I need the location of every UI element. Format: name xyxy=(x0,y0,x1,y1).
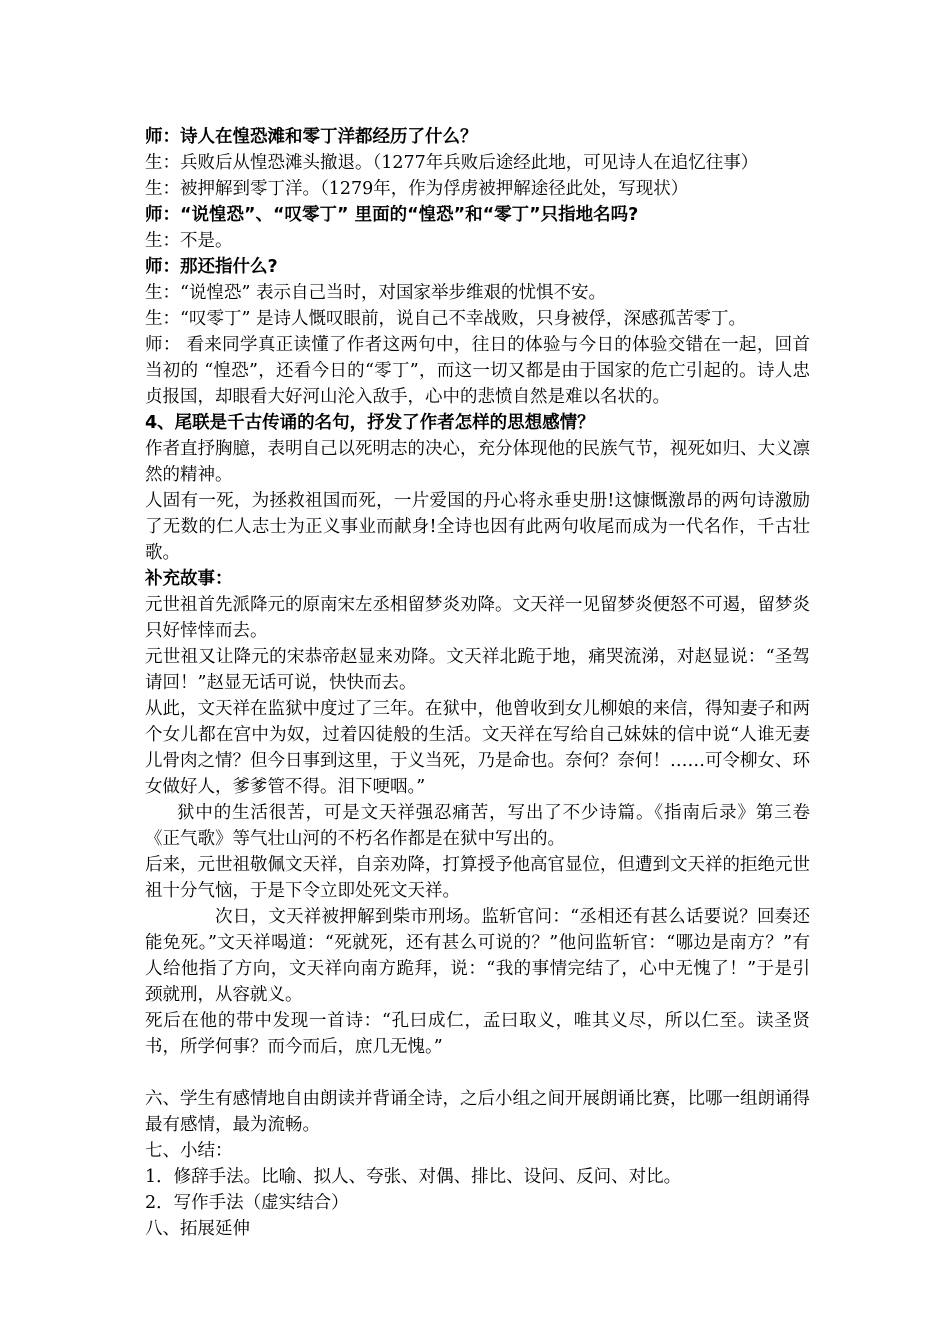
teacher-question-3: 师：那还指什么? xyxy=(145,257,278,277)
story-paragraph-3: 从此，文天祥在监狱中度过了三年。在狱中，他曾收到女儿柳娘的来信，得知妻子和两个女儿都在宫中为奴，过着囚徒般的生活。文天祥在写给自己妹妹的信中说“人谁无妻儿骨肉之情？但今日事到这里，于义当死，乃是命也。奈何？奈何！……可令柳女、环女做好人，爹爹管不得。泪下哽咽。” xyxy=(145,699,810,797)
blank-line xyxy=(145,1060,810,1086)
teacher-question-2: 师：“说惶恐”、“叹零丁” 里面的“惶恐”和“零丁”只指地名吗? xyxy=(145,205,639,225)
summary-item-2: 2．写作手法（虚实结合） xyxy=(145,1193,349,1213)
section-seven-heading: 七、小结： xyxy=(145,1141,233,1161)
story-paragraph-4: 狱中的生活很苦，可是文天祥强忍痛苦，写出了不少诗篇。《指南后录》第三卷《正气歌》等气壮山河的不朽名作都是在狱中写出的。 xyxy=(145,803,810,849)
story-paragraph-6: 次日，文天祥被押解到柴市刑场。监斩官问：“丞相还有甚么话要说？回奏还能免死。”文天祥喝道：“死就死，还有甚么可说的？”他问监斩官：“哪边是南方？”有人给他指了方向，文天祥向南方跪拜，说：“我的事情完结了，心中无愧了！”于是引颈就刑，从容就义。 xyxy=(145,907,810,1005)
student-answer-3: 生：不是。 xyxy=(145,231,233,251)
teacher-comment: 师： 看来同学真正读懂了作者这两句中，往日的体验与今日的体验交错在一起，回首当初的 “惶恐”，还看今日的“零丁”，而这一切又都是由于国家的危亡引起的。诗人忠贞报国，却眼看大好河山沦入敌手，心中的悲愤自然是难以名状的。 xyxy=(145,335,810,407)
story-paragraph-2: 元世祖又让降元的宋恭帝赵显来劝降。文天祥北跪于地，痛哭流涕，对赵显说：“圣驾请回！”赵显无话可说，快快而去。 xyxy=(145,647,810,693)
section-six: 六、学生有感情地自由朗读并背诵全诗，之后小组之间开展朗诵比赛，比哪一组朗诵得最有感情，最为流畅。 xyxy=(145,1089,810,1135)
teacher-question-1: 师：诗人在惶恐滩和零丁洋都经历了什么？ xyxy=(145,127,478,147)
document-page xyxy=(145,124,810,1242)
paragraph-direct-expression: 作者直抒胸臆，表明自己以死明志的决心，充分体现他的民族气节，视死如归、大义凛然的精神。 xyxy=(145,439,810,485)
section-eight-heading: 八、拓展延伸 xyxy=(145,1219,250,1239)
student-answer-2: 生：被押解到零丁洋。（1279年，作为俘虏被押解途径此处，写现状） xyxy=(145,179,689,199)
story-paragraph-1: 元世祖首先派降元的原南宋左丞相留梦炎劝降。文天祥一见留梦炎便怒不可遏，留梦炎只好悻悻而去。 xyxy=(145,595,810,641)
section-heading-4: 4、尾联是千古传诵的名句，抒发了作者怎样的思想感情？ xyxy=(145,413,595,433)
paragraph-everyone-dies: 人固有一死，为拯救祖国而死，一片爱国的丹心将永垂史册!这慷慨激昂的两句诗激励了无数的仁人志士为正义事业而献身!全诗也因有此两句收尾而成为一代名作，千古壮歌。 xyxy=(145,491,810,563)
supplementary-story-heading: 补充故事： xyxy=(145,569,233,589)
summary-item-1: 1．修辞手法。比喻、拟人、夸张、对偶、排比、设问、反问、对比。 xyxy=(145,1167,682,1187)
story-paragraph-5: 后来，元世祖敬佩文天祥，自亲劝降，打算授予他高官显位，但遭到文天祥的拒绝元世祖十分气恼，于是下令立即处死文天祥。 xyxy=(145,855,810,901)
story-paragraph-7: 死后在他的带中发现一首诗：“孔曰成仁，孟曰取义，唯其义尽，所以仁至。读圣贤书，所学何事？而今而后，庶几无愧。” xyxy=(145,1011,810,1057)
student-answer-1: 生：兵败后从惶恐滩头撤退。（1277年兵败后途经此地，可见诗人在追忆往事） xyxy=(145,153,759,173)
student-answer-5: 生：“叹零丁” 是诗人慨叹眼前，说自己不幸战败，只身被俘，深感孤苦零丁。 xyxy=(145,309,746,329)
student-answer-4: 生：“说惶恐” 表示自己当时，对国家举步维艰的忧惧不安。 xyxy=(145,283,606,303)
